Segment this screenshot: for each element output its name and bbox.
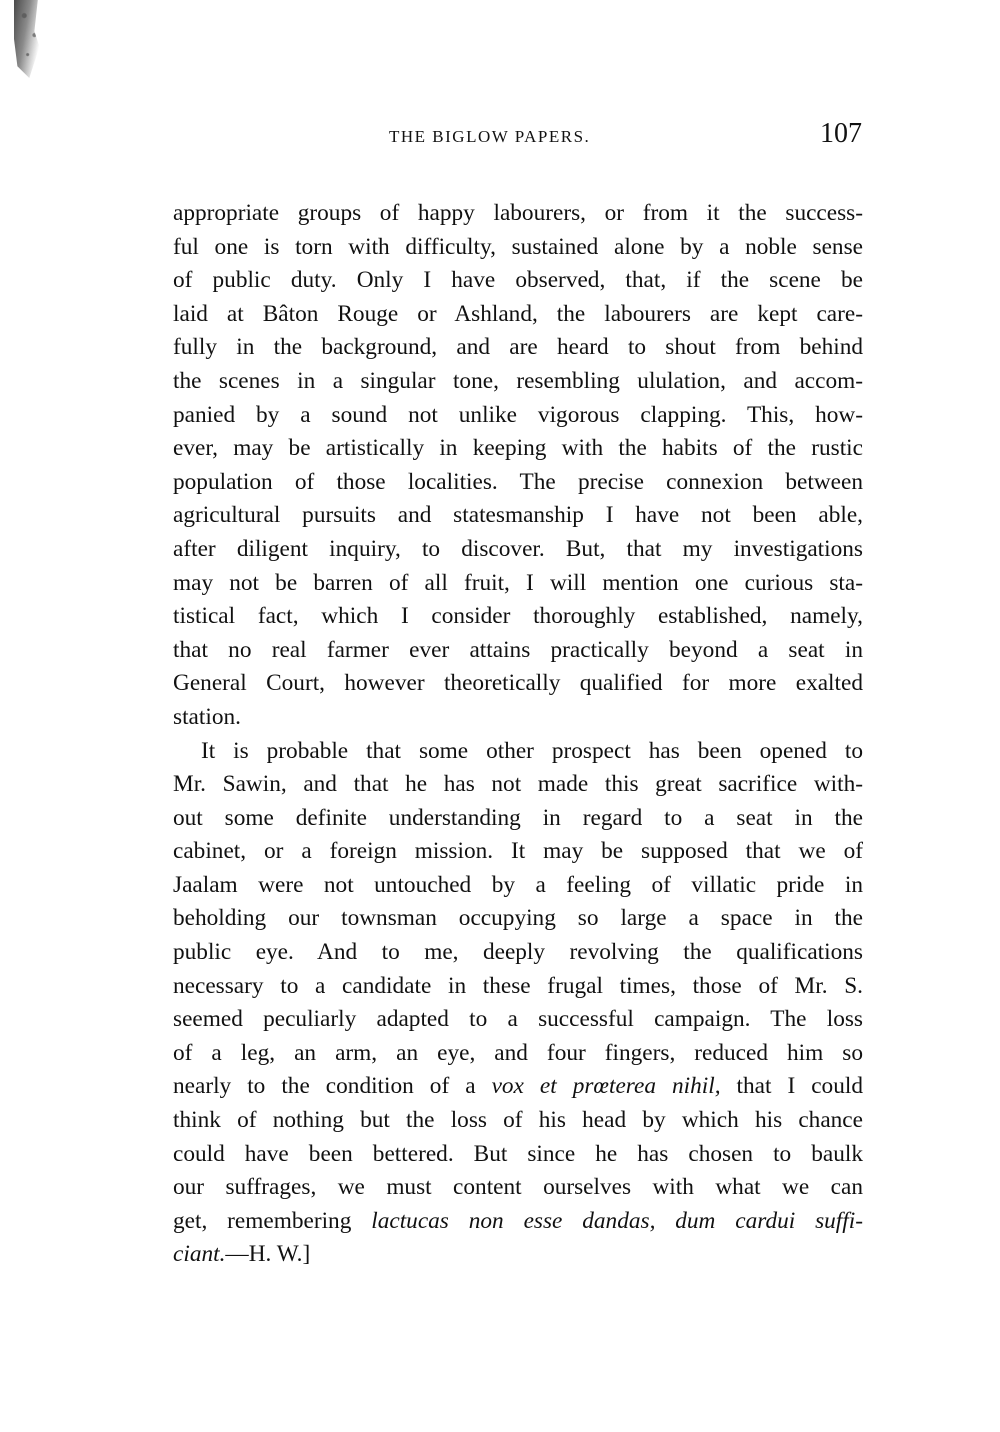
text-line: could have been bettered. But since he has chosen to baulk [173,1140,863,1167]
page-header [172,120,862,160]
text-run: nearly to the condition of a [173,1073,492,1100]
text-line: fully in the background, and are heard to shout from behind [173,334,863,361]
text-line: think of nothing but the loss of his head by which his chance [173,1107,863,1134]
signature: —H. W.] [225,1241,311,1268]
text-line: may not be barren of all fruit, I will mention one curious sta- [173,569,863,596]
body-text [173,197,863,1272]
text-line: out some definite understanding in regard to a seat in the [173,804,863,831]
text-line: public eye. And to me, deeply revolving the qualifications [173,939,863,966]
text-line: our suffrages, we must content ourselves with what we can [173,1174,863,1201]
paragraph-1 [173,197,863,735]
text-line: Mr. Sawin, and that he has not made this great sacrifice with- [173,771,863,798]
text-line: Jaalam were not untouched by a feeling of villatic pride in [173,871,863,898]
page-number: 107 [820,118,862,149]
text-line [173,1238,863,1272]
text-line: after diligent inquiry, to discover. But, that my investigations [173,535,863,562]
scan-artifact [14,0,48,78]
text-line: agricultural pursuits and statesmanship I have not been able, [173,502,863,529]
running-title: THE BIGLOW PAPERS. [389,127,591,146]
text-line: ful one is torn with difficulty, sustained alone by a noble sense [173,233,863,260]
text-line: It is probable that some other prospect has been opened to [201,737,863,764]
text-run: that I could [720,1073,863,1100]
text-line: seemed peculiarly adapted to a successful campaign. The loss [173,1006,863,1033]
paragraph-2 [173,735,863,1273]
text-line: appropriate groups of happy labourers, or from it the success- [173,200,863,226]
text-line: that no real farmer ever attains practically beyond a seat in [173,636,863,663]
text-line: the scenes in a singular tone, resembling ululation, and accom- [173,367,863,394]
text-line [173,1070,863,1104]
text-line: cabinet, or a foreign mission. It may be supposed that we of [173,838,863,865]
text-line: panied by a sound not unlike vigorous clapping. This, how- [173,401,863,428]
text-line: of public duty. Only I have observed, that, if the scene be [173,267,863,294]
text-line: ever, may be artistically in keeping with the habits of the rustic [173,435,863,462]
text-line [173,1205,863,1239]
text-line: of a leg, an arm, an eye, and four fingers, reduced him so [173,1039,863,1066]
text-line: tistical fact, which I consider thoroughly established, namely, [173,603,863,630]
latin-phrase: vox et prœterea nihil, [491,1073,721,1100]
text-line: General Court, however theoretically qualified for more exalted [173,670,863,697]
text-line: necessary to a candidate in these frugal times, those of Mr. S. [173,972,863,999]
text-line: beholding our townsman occupying so large a space in the [173,905,863,932]
text-line: laid at Bâton Rouge or Ashland, the labourers are kept care- [173,300,863,327]
text-line: population of those localities. The precise connexion between [173,468,863,495]
text-line: station. [173,703,241,730]
latin-phrase: ciant. [173,1241,226,1268]
latin-phrase: lactucas non esse dandas, dum cardui suffi- [371,1207,863,1234]
text-run: get, remembering [173,1207,372,1234]
